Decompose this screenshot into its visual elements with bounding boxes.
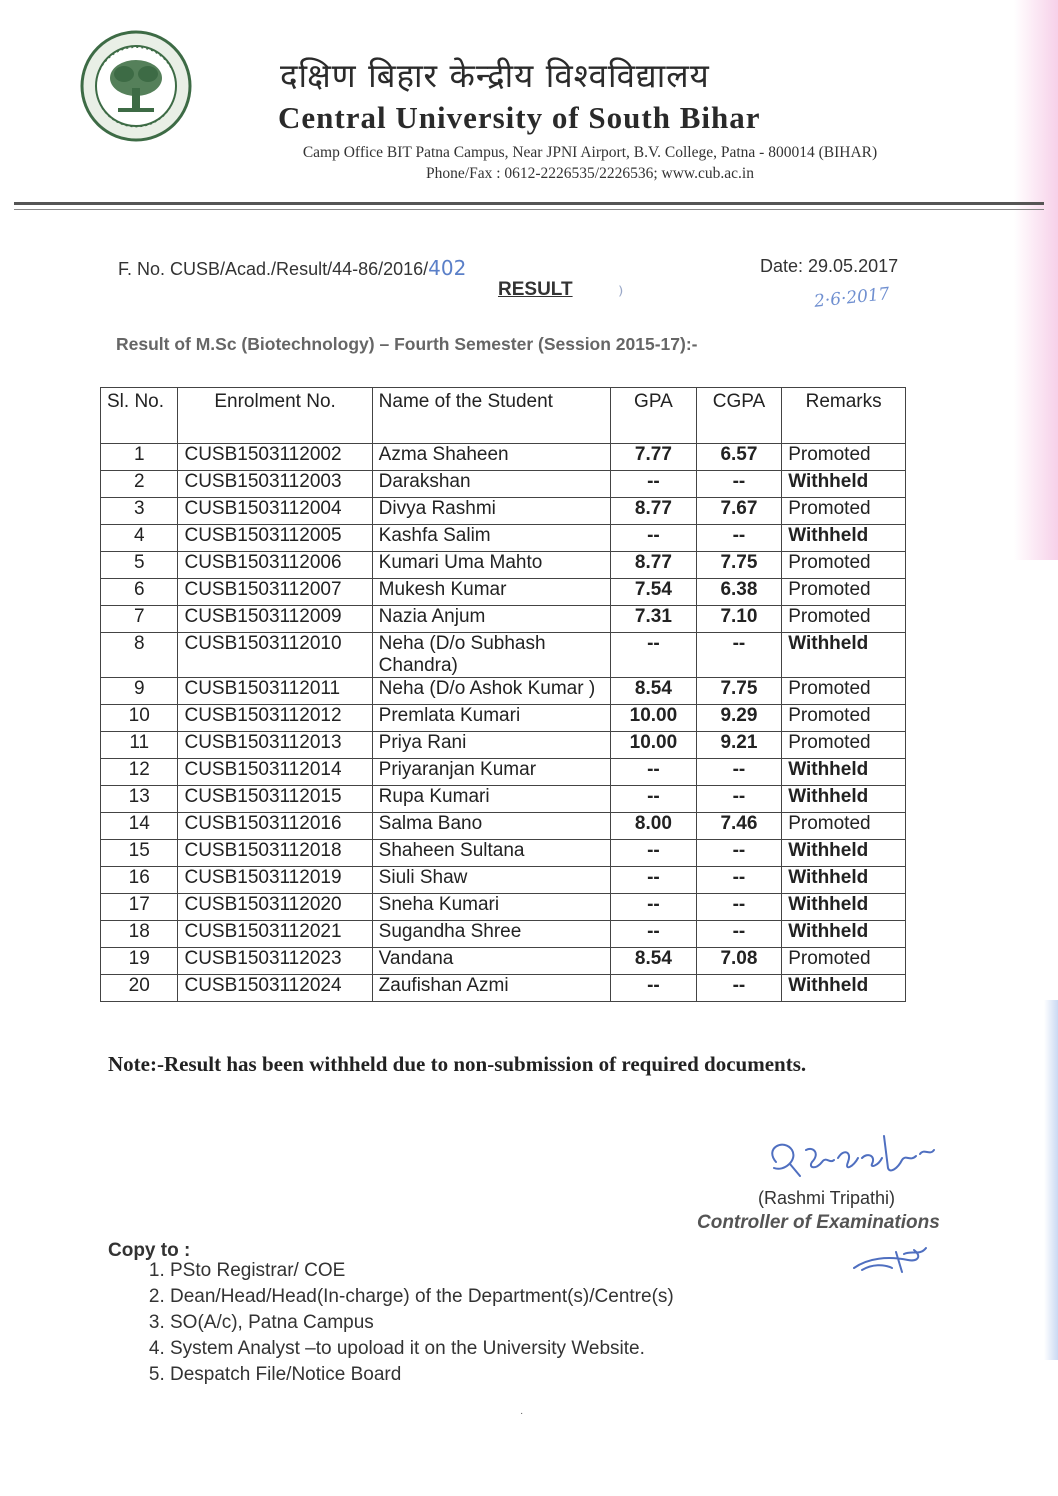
cell-cgpa: 7.46 bbox=[696, 813, 782, 840]
cell-gpa: 8.00 bbox=[611, 813, 697, 840]
table-row bbox=[101, 471, 906, 498]
header-sl-no: Sl. No. bbox=[101, 388, 178, 444]
cell-cgpa: -- bbox=[696, 975, 782, 1002]
cell-remarks: Withheld bbox=[782, 867, 906, 894]
cell-enrolment: CUSB1503112015 bbox=[178, 786, 372, 813]
cell-remarks: Withheld bbox=[782, 633, 906, 678]
cell-student-name: Priyaranjan Kumar bbox=[372, 759, 610, 786]
cell-enrolment: CUSB1503112006 bbox=[178, 552, 372, 579]
table-row bbox=[101, 444, 906, 471]
cell-sl-no: 9 bbox=[101, 678, 178, 705]
cell-sl-no: 6 bbox=[101, 579, 178, 606]
copy-to-item: 5. Despatch File/Notice Board bbox=[170, 1362, 674, 1388]
cell-gpa: -- bbox=[611, 759, 697, 786]
table-row bbox=[101, 921, 906, 948]
cell-sl-no: 14 bbox=[101, 813, 178, 840]
cell-gpa: 7.77 bbox=[611, 444, 697, 471]
cell-gpa: -- bbox=[611, 525, 697, 552]
cell-enrolment: CUSB1503112023 bbox=[178, 948, 372, 975]
header-divider bbox=[14, 202, 1044, 205]
cell-sl-no: 7 bbox=[101, 606, 178, 633]
copy-to-heading: Copy to : bbox=[108, 1240, 191, 1261]
copy-to-item: 3. SO(A/c), Patna Campus bbox=[170, 1310, 674, 1336]
cell-student-name: Darakshan bbox=[372, 471, 610, 498]
header-enrolment: Enrolment No. bbox=[178, 388, 372, 444]
cell-cgpa: -- bbox=[696, 894, 782, 921]
cell-sl-no: 11 bbox=[101, 732, 178, 759]
cell-student-name: Siuli Shaw bbox=[372, 867, 610, 894]
cell-enrolment: CUSB1503112024 bbox=[178, 975, 372, 1002]
document-date: Date: 29.05.2017 bbox=[760, 256, 899, 276]
cell-gpa: -- bbox=[611, 840, 697, 867]
cell-remarks: Promoted bbox=[782, 579, 906, 606]
cell-gpa: -- bbox=[611, 894, 697, 921]
file-number-text: F. No. CUSB/Acad./Result/44-86/2016/ bbox=[118, 259, 429, 279]
cell-cgpa: 7.67 bbox=[696, 498, 782, 525]
cell-remarks: Promoted bbox=[782, 948, 906, 975]
cell-remarks: Promoted bbox=[782, 444, 906, 471]
table-row bbox=[101, 786, 906, 813]
header-cgpa: CGPA bbox=[696, 388, 782, 444]
university-name-hindi: दक्षिण बिहार केन्द्रीय विश्वविद्यालय bbox=[280, 56, 710, 95]
initials-icon bbox=[848, 1240, 932, 1280]
cell-student-name: Kashfa Salim bbox=[372, 525, 610, 552]
header-student-name: Name of the Student bbox=[372, 388, 610, 444]
table-row bbox=[101, 759, 906, 786]
table-header-row bbox=[101, 388, 906, 444]
cell-cgpa: 9.29 bbox=[696, 705, 782, 732]
cell-gpa: -- bbox=[611, 921, 697, 948]
cell-cgpa: -- bbox=[696, 786, 782, 813]
cell-sl-no: 2 bbox=[101, 471, 178, 498]
cell-enrolment: CUSB1503112011 bbox=[178, 678, 372, 705]
cell-sl-no: 20 bbox=[101, 975, 178, 1002]
cell-sl-no: 18 bbox=[101, 921, 178, 948]
cell-cgpa: -- bbox=[696, 633, 782, 678]
cell-sl-no: 19 bbox=[101, 948, 178, 975]
cell-remarks: Promoted bbox=[782, 498, 906, 525]
handwritten-date: 2·6·2017 bbox=[813, 284, 891, 312]
table-row bbox=[101, 678, 906, 705]
copy-to-item: 4. System Analyst –to upoload it on the University Website. bbox=[170, 1336, 674, 1362]
cell-gpa: 7.54 bbox=[611, 579, 697, 606]
cell-sl-no: 4 bbox=[101, 525, 178, 552]
cell-cgpa: 6.38 bbox=[696, 579, 782, 606]
withheld-note: Note:-Result has been withheld due to non-submission of required documents. bbox=[108, 1052, 807, 1076]
cell-sl-no: 17 bbox=[101, 894, 178, 921]
cell-student-name: Vandana bbox=[372, 948, 610, 975]
cell-student-name: Neha (D/o Ashok Kumar ) bbox=[372, 678, 610, 705]
cell-remarks: Withheld bbox=[782, 786, 906, 813]
header-divider-thin bbox=[14, 209, 1044, 210]
cell-enrolment: CUSB1503112016 bbox=[178, 813, 372, 840]
cell-sl-no: 13 bbox=[101, 786, 178, 813]
cell-gpa: 10.00 bbox=[611, 732, 697, 759]
signatory-title: Controller of Examinations bbox=[697, 1212, 940, 1233]
header-gpa: GPA bbox=[611, 388, 697, 444]
cell-remarks: Promoted bbox=[782, 678, 906, 705]
cell-sl-no: 1 bbox=[101, 444, 178, 471]
table-row bbox=[101, 633, 906, 678]
cell-gpa: 8.77 bbox=[611, 498, 697, 525]
result-subject: Result of M.Sc (Biotechnology) – Fourth Semester (Session 2015-17):- bbox=[116, 334, 698, 354]
cell-remarks: Withheld bbox=[782, 840, 906, 867]
cell-student-name: Priya Rani bbox=[372, 732, 610, 759]
cell-student-name: Kumari Uma Mahto bbox=[372, 552, 610, 579]
cell-student-name: Azma Shaheen bbox=[372, 444, 610, 471]
cell-cgpa: -- bbox=[696, 759, 782, 786]
table-row bbox=[101, 552, 906, 579]
cell-cgpa: 9.21 bbox=[696, 732, 782, 759]
table-row bbox=[101, 606, 906, 633]
copy-to-item: 2. Dean/Head/Head(In-charge) of the Department(s)/Centre(s) bbox=[170, 1284, 674, 1310]
cell-student-name: Salma Bano bbox=[372, 813, 610, 840]
cell-enrolment: CUSB1503112019 bbox=[178, 867, 372, 894]
cell-cgpa: -- bbox=[696, 525, 782, 552]
cell-enrolment: CUSB1503112012 bbox=[178, 705, 372, 732]
file-number-handwritten: 402 bbox=[428, 256, 467, 280]
cell-student-name: Sugandha Shree bbox=[372, 921, 610, 948]
cell-cgpa: -- bbox=[696, 840, 782, 867]
cell-gpa: -- bbox=[611, 471, 697, 498]
cell-enrolment: CUSB1503112021 bbox=[178, 921, 372, 948]
cell-cgpa: 7.10 bbox=[696, 606, 782, 633]
cell-remarks: Promoted bbox=[782, 606, 906, 633]
cell-enrolment: CUSB1503112005 bbox=[178, 525, 372, 552]
cell-enrolment: CUSB1503112010 bbox=[178, 633, 372, 678]
cell-gpa: 8.77 bbox=[611, 552, 697, 579]
cell-sl-no: 3 bbox=[101, 498, 178, 525]
cell-gpa: -- bbox=[611, 786, 697, 813]
cell-remarks: Withheld bbox=[782, 759, 906, 786]
cell-gpa: -- bbox=[611, 975, 697, 1002]
cell-enrolment: CUSB1503112004 bbox=[178, 498, 372, 525]
cell-enrolment: CUSB1503112009 bbox=[178, 606, 372, 633]
cell-student-name: Rupa Kumari bbox=[372, 786, 610, 813]
table-row bbox=[101, 975, 906, 1002]
cell-student-name: Sneha Kumari bbox=[372, 894, 610, 921]
cell-enrolment: CUSB1503112003 bbox=[178, 471, 372, 498]
table-row bbox=[101, 579, 906, 606]
cell-sl-no: 8 bbox=[101, 633, 178, 678]
cell-cgpa: -- bbox=[696, 471, 782, 498]
pen-mark: ⁾ bbox=[618, 282, 624, 307]
address-block bbox=[200, 142, 980, 184]
cell-sl-no: 15 bbox=[101, 840, 178, 867]
signatory-name: (Rashmi Tripathi) bbox=[758, 1188, 896, 1208]
cell-student-name: Neha (D/o Subhash Chandra) bbox=[372, 633, 610, 678]
cell-student-name: Zaufishan Azmi bbox=[372, 975, 610, 1002]
cell-student-name: Nazia Anjum bbox=[372, 606, 610, 633]
cell-remarks: Withheld bbox=[782, 471, 906, 498]
cell-student-name: Shaheen Sultana bbox=[372, 840, 610, 867]
table-row bbox=[101, 705, 906, 732]
phone-line: Phone/Fax : 0612-2226535/2226536; www.cub.ac.in bbox=[426, 165, 754, 182]
cell-cgpa: -- bbox=[696, 867, 782, 894]
cell-gpa: -- bbox=[611, 633, 697, 678]
university-seal-icon bbox=[80, 30, 192, 142]
cell-remarks: Withheld bbox=[782, 525, 906, 552]
cell-remarks: Promoted bbox=[782, 552, 906, 579]
university-name-english: Central University of South Bihar bbox=[278, 100, 761, 135]
cell-cgpa: 7.08 bbox=[696, 948, 782, 975]
cell-remarks: Withheld bbox=[782, 975, 906, 1002]
cell-remarks: Promoted bbox=[782, 813, 906, 840]
cell-cgpa: 7.75 bbox=[696, 678, 782, 705]
table-row bbox=[101, 525, 906, 552]
cell-student-name: Premlata Kumari bbox=[372, 705, 610, 732]
results-table bbox=[100, 387, 906, 1002]
table-row bbox=[101, 732, 906, 759]
cell-sl-no: 10 bbox=[101, 705, 178, 732]
cell-sl-no: 16 bbox=[101, 867, 178, 894]
results-table-body bbox=[101, 444, 906, 1002]
cell-student-name: Mukesh Kumar bbox=[372, 579, 610, 606]
address-line: Camp Office BIT Patna Campus, Near JPNI Airport, B.V. College, Patna - 800014 (BIHAR) bbox=[302, 144, 878, 161]
table-row bbox=[101, 813, 906, 840]
signature-icon bbox=[754, 1128, 944, 1192]
cell-enrolment: CUSB1503112007 bbox=[178, 579, 372, 606]
cell-enrolment: CUSB1503112014 bbox=[178, 759, 372, 786]
cell-remarks: Promoted bbox=[782, 732, 906, 759]
cell-enrolment: CUSB1503112018 bbox=[178, 840, 372, 867]
scan-color-stripe bbox=[1014, 0, 1058, 560]
table-row bbox=[101, 498, 906, 525]
table-row bbox=[101, 867, 906, 894]
result-heading: RESULT bbox=[498, 279, 573, 300]
cell-enrolment: CUSB1503112002 bbox=[178, 444, 372, 471]
table-row bbox=[101, 948, 906, 975]
cell-remarks: Withheld bbox=[782, 894, 906, 921]
cell-gpa: 8.54 bbox=[611, 678, 697, 705]
header-remarks: Remarks bbox=[782, 388, 906, 444]
cell-cgpa: 6.57 bbox=[696, 444, 782, 471]
cell-gpa: -- bbox=[611, 867, 697, 894]
copy-to-item: 1. PSto Registrar/ COE bbox=[170, 1258, 674, 1284]
scan-color-stripe-lower bbox=[1044, 1000, 1058, 1360]
cell-remarks: Withheld bbox=[782, 921, 906, 948]
cell-enrolment: CUSB1503112013 bbox=[178, 732, 372, 759]
cell-cgpa: 7.75 bbox=[696, 552, 782, 579]
page-marker: · bbox=[520, 1408, 524, 1419]
cell-gpa: 7.31 bbox=[611, 606, 697, 633]
copy-to-list bbox=[130, 1258, 674, 1388]
table-row bbox=[101, 894, 906, 921]
table-row bbox=[101, 840, 906, 867]
cell-enrolment: CUSB1503112020 bbox=[178, 894, 372, 921]
cell-remarks: Promoted bbox=[782, 705, 906, 732]
cell-sl-no: 5 bbox=[101, 552, 178, 579]
cell-gpa: 8.54 bbox=[611, 948, 697, 975]
cell-sl-no: 12 bbox=[101, 759, 178, 786]
cell-student-name: Divya Rashmi bbox=[372, 498, 610, 525]
cell-gpa: 10.00 bbox=[611, 705, 697, 732]
cell-cgpa: -- bbox=[696, 921, 782, 948]
file-number bbox=[118, 256, 466, 280]
